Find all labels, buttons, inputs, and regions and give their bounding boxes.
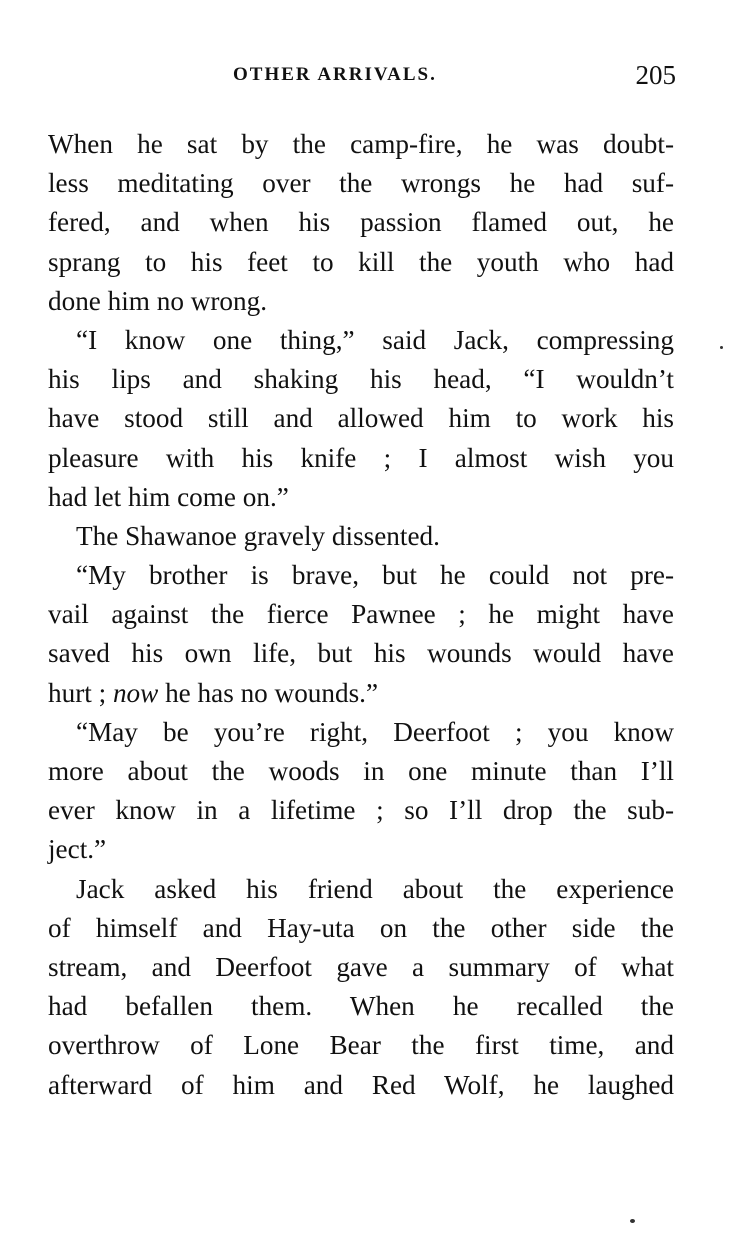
text-line: more about the woods in one minute than I’ll bbox=[48, 756, 674, 786]
text-line: “May be you’re right, Deerfoot ; you know bbox=[76, 716, 674, 747]
text-line: have stood still and allowed him to work his bbox=[48, 403, 674, 434]
text-line: fered, and when his passion flamed out, he bbox=[48, 207, 674, 238]
margin-speck bbox=[720, 346, 723, 349]
italic-word: now bbox=[112, 677, 159, 708]
page-number: 205 bbox=[635, 60, 676, 90]
text-line: When he sat by the camp-fire, he was doubt- bbox=[48, 129, 674, 159]
text-line: pleasure with his knife ; I almost wish you bbox=[48, 442, 674, 473]
text-segment: hurt ; bbox=[48, 677, 113, 708]
text-line: had befallen them. When he recalled the bbox=[48, 991, 674, 1022]
text-line: “My brother is brave, but he could not pre- bbox=[76, 560, 674, 591]
text-line: ject.” bbox=[48, 834, 107, 865]
text-line: “I know one thing,” said Jack, compressing bbox=[76, 324, 674, 355]
text-line: less meditating over the wrongs he had suf- bbox=[48, 168, 674, 199]
page-header bbox=[48, 60, 676, 94]
text-segment: he has no wounds.” bbox=[158, 677, 379, 708]
text-line: had let him come on.” bbox=[48, 481, 289, 512]
text-line: stream, and Deerfoot gave a summary of what bbox=[48, 951, 674, 982]
text-line: vail against the fierce Pawnee ; he might have bbox=[48, 599, 674, 630]
text-line: of himself and Hay-uta on the other side the bbox=[48, 912, 674, 943]
text-line: afterward of him and Red Wolf, he laughed bbox=[48, 1069, 674, 1100]
running-title: OTHER ARRIVALS. bbox=[233, 64, 437, 85]
text-line: overthrow of Lone Bear the first time, and bbox=[48, 1030, 674, 1061]
text-line: ever know in a lifetime ; so I’ll drop the sub- bbox=[48, 795, 674, 826]
text-line: his lips and shaking his head, “I wouldn’t bbox=[48, 364, 674, 395]
text-line: saved his own life, but his wounds would have bbox=[48, 638, 674, 669]
text-line bbox=[48, 674, 674, 713]
body-text bbox=[48, 125, 674, 1105]
text-line: done him no wrong. bbox=[48, 285, 267, 316]
text-line: The Shawanoe gravely dissented. bbox=[76, 520, 440, 551]
text-line: Jack asked his friend about the experience bbox=[76, 873, 674, 904]
margin-speck bbox=[630, 1219, 635, 1223]
text-line: sprang to his feet to kill the youth who had bbox=[48, 246, 674, 277]
